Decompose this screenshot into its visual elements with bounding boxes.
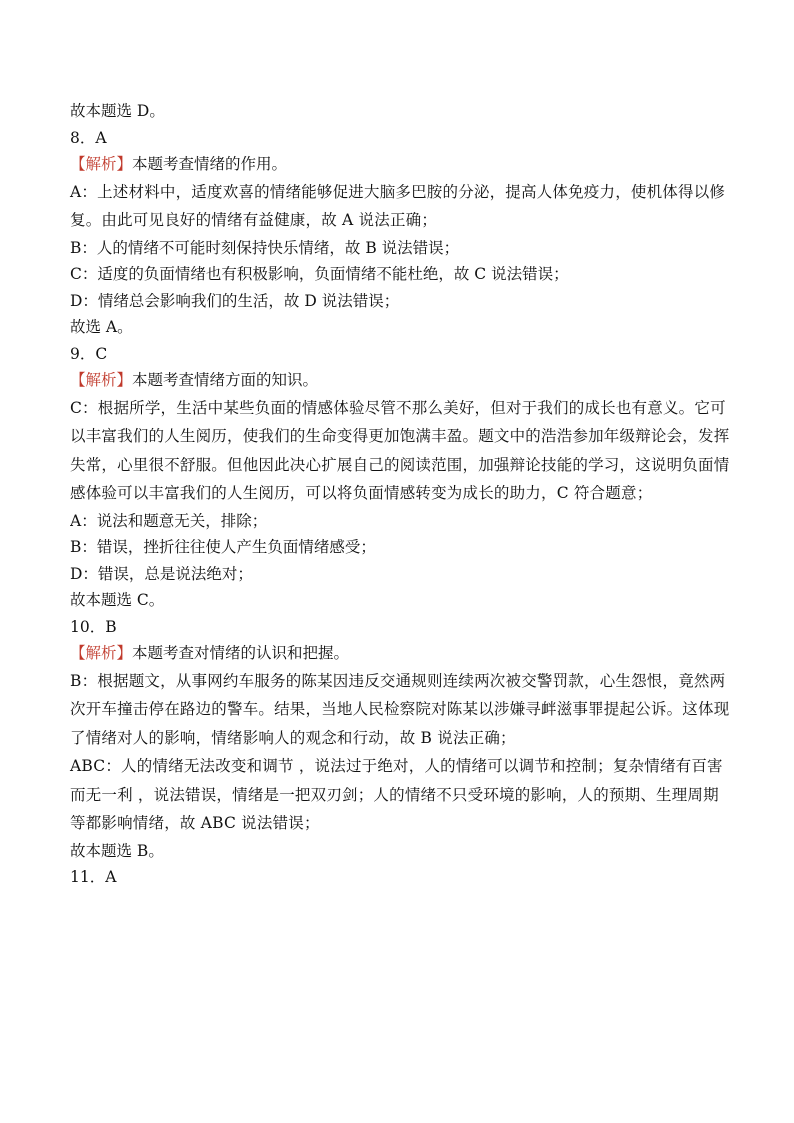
analysis-tag: 【解析】 bbox=[70, 371, 133, 389]
question-8-analysis bbox=[70, 151, 730, 178]
question-9-answer: 9．C bbox=[70, 344, 108, 363]
analysis-text: 本题考查情绪方面的知识。 bbox=[132, 371, 319, 389]
analysis-tag: 【解析】 bbox=[70, 644, 133, 662]
conclusion-line: 故选 A。 bbox=[70, 318, 133, 336]
option-explanation-a: A：上述材料中，适度欢喜的情绪能够促进大脑多巴胺的分泌，提高人体免疫力，使机体得以修复。由此可见良好的情绪有益健康，故 A 说法正确； bbox=[70, 182, 726, 229]
answer-sheet-page bbox=[70, 98, 730, 891]
option-explanation-b: B：人的情绪不可能时刻保持快乐情绪，故 B 说法错误； bbox=[70, 238, 460, 257]
conclusion-line: 故本题选 D。 bbox=[70, 102, 165, 120]
analysis-text: 本题考查对情绪的认识和把握。 bbox=[132, 644, 350, 662]
option-explanation-abc-long: ABC：人的情绪无法改变和调节 ，说法过于绝对，人的情绪可以调节和控制；复杂情绪有百害而无一利 ，说法错误，情绪是一把双刃剑；人的情绪不只受环境的影响，人的预期、生理周期等都影响情绪，故 ABC 说法错误； bbox=[70, 757, 723, 832]
option-explanation-c: C：适度的负面情绪也有积极影响，负面情绪不能杜绝，故 C 说法错误； bbox=[70, 265, 569, 283]
option-explanation-c-long: C：根据所学，生活中某些负面的情感体验尽管不那么美好，但对于我们的成长也有意义。它可以丰富我们的人生阅历，使我们的生命变得更加饱满丰盈。题文中的浩浩参加年级辩论会，发挥失常，心里很不舒服。但他因此决心扩展自己的阅读范围，加强辩论技能的学习，这说明负面情感体验可以丰富我们的人生阅历，可以将负面情感转变为成长的助力，C 符合题意； bbox=[70, 398, 730, 502]
analysis-text: 本题考查情绪的作用。 bbox=[132, 155, 288, 173]
option-explanation-d: D：情绪总会影响我们的生活，故 D 说法错误； bbox=[70, 291, 400, 310]
analysis-tag: 【解析】 bbox=[70, 155, 133, 173]
option-explanation-b: B：错误，挫折往往使人产生负面情绪感受； bbox=[70, 538, 376, 556]
question-9-analysis bbox=[70, 367, 730, 394]
option-explanation-d: D：错误，总是说法绝对； bbox=[70, 564, 253, 583]
option-explanation-b-long: B：根据题文，从事网约车服务的陈某因违反交通规则连续两次被交警罚款，心生怨恨，竟然两次开车撞击停在路边的警车。结果，当地人民检察院对陈某以涉嫌寻衅滋事罪提起公诉。这体现了情绪对人的影响，情绪影响人的观念和行动，故 B 说法正确； bbox=[70, 671, 730, 747]
conclusion-line: 故本题选 C。 bbox=[70, 591, 165, 609]
option-explanation-a: A：说法和题意无关，排除； bbox=[70, 511, 268, 530]
question-10-analysis bbox=[70, 640, 730, 667]
conclusion-line: 故本题选 B。 bbox=[70, 841, 164, 860]
question-8-answer: 8．A bbox=[70, 128, 107, 147]
question-10-answer: 10．B bbox=[70, 617, 117, 636]
question-11-answer: 11．A bbox=[70, 868, 117, 886]
